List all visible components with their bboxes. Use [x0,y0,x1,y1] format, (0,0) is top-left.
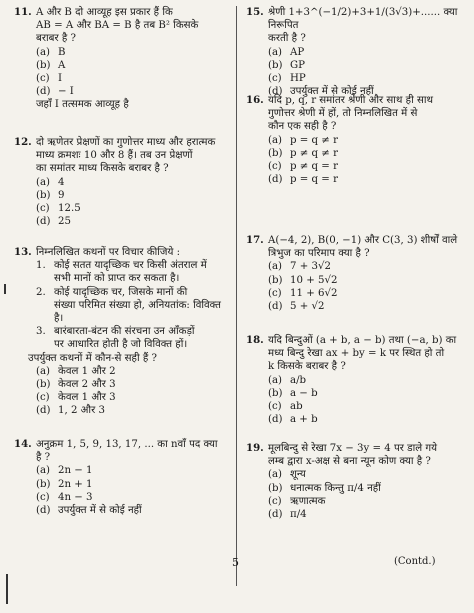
option-label: (c) [268,401,282,413]
option-text: केवल 1 और 2 [58,365,116,377]
option[interactable] [36,478,228,491]
option[interactable] [36,504,228,517]
option[interactable] [36,59,228,72]
option[interactable] [36,46,228,59]
option-text: उपर्युक्त में से कोई नहीं [290,86,374,98]
option-text: p ≠ q ≠ r [290,147,338,159]
option[interactable] [36,202,228,215]
option-text: GP [290,59,305,71]
question-note: जहाँ I तत्समक आव्यूह है [36,99,129,111]
option[interactable] [268,72,462,85]
column-divider [236,6,237,586]
option-label: (c) [36,392,50,404]
option-text: − I [58,86,74,98]
option[interactable] [36,72,228,85]
option-label: (c) [36,73,50,85]
option-label: (a) [36,46,51,58]
option-label: (c) [268,287,282,299]
question-head [14,136,228,176]
page-number: 5 [232,556,239,569]
question-17 [246,234,462,313]
option-text: 4n − 3 [58,491,93,503]
option-text: p ≠ q = r [290,161,338,173]
option-label: (c) [36,491,50,503]
option-label: (b) [36,478,51,490]
option-text: p = q = r [290,174,338,186]
option-label: (a) [36,465,51,477]
question-15 [246,6,462,98]
option-label: (c) [268,161,282,173]
option-label: (b) [268,482,283,494]
option[interactable] [36,391,228,404]
option-label: (d) [268,509,283,521]
question-number: 11. [14,6,32,18]
option-label: (b) [268,147,283,159]
option[interactable] [268,300,462,313]
question-text: यदि p, q, r समांतर श्रेणी और साथ ही साथ गुणोत्तर श्रेणी में हों, तो निम्नलिखित में से कौन एक सही है ? [268,95,434,133]
statement-text: कोई सतत यादृच्छिक चर किसी अंतराल में सभी मानों को प्राप्त कर सकता है। [54,260,207,285]
option-text: 7 + 3√2 [290,261,331,273]
option-text: केवल 2 और 3 [58,379,116,391]
option[interactable] [268,508,462,521]
option[interactable] [268,134,462,147]
option-text: a/b [290,374,307,386]
question-11 [14,6,228,112]
statement [36,325,228,351]
option-label: (a) [268,134,283,146]
question-head [14,6,228,46]
question-text: दो ऋणेतर प्रेक्षणों का गुणोत्तर माध्य और हरात्मक माध्य क्रमशः 10 और 8 हैं। तब उन प्रेक्षणों का समांतर माध्य किसके बराबर है ? [36,137,216,175]
option-label: (b) [36,189,51,201]
option[interactable] [36,215,228,228]
option-text: A [58,59,66,71]
option[interactable] [36,491,228,504]
option[interactable] [268,147,462,160]
option-text: धनात्मक किन्तु π/4 नहीं [290,482,381,494]
option-label: (a) [36,365,51,377]
option[interactable] [36,85,228,98]
option-label: (d) [268,174,283,186]
option-text: I [58,73,63,85]
question-13 [14,246,228,418]
option-text: HP [290,73,306,85]
option[interactable] [268,482,462,495]
question-12 [14,136,228,228]
question-text: श्रेणी 1+3^(−1/2)+3+1/(3√3)+...... क्या निरूपित करती है ? [268,7,458,45]
question-number: 18. [246,334,264,346]
option-label: (d) [268,86,283,98]
option-text: 4 [58,176,65,188]
option-label: (a) [268,374,283,386]
option-label: (d) [36,505,51,517]
question-number: 16. [246,94,264,106]
option-text: B [58,46,66,58]
option-label: (b) [36,59,51,71]
question-number: 17. [246,234,264,246]
option-text: 12.5 [58,203,81,215]
question-head [246,94,462,134]
option-label: (a) [268,469,283,481]
option-text: शून्य [290,469,306,481]
option-label: (b) [268,387,283,399]
option-text: a + b [290,414,318,426]
statement-label: 2. [36,286,46,298]
question-head [246,442,462,468]
option-label: (c) [268,73,282,85]
option-label: (d) [268,301,283,313]
question-number: 13. [14,246,32,258]
statement-label: 3. [36,326,46,338]
option-text: 2n − 1 [58,465,93,477]
option[interactable] [268,468,462,481]
option-text: 10 + 5√2 [290,274,338,286]
option[interactable] [268,274,462,287]
option-label: (b) [36,379,51,391]
question-text: A(−4, 2), B(0, −1) और C(3, 3) शीर्षों वाले त्रिभुज का परिमाप क्या है ? [268,235,458,260]
question-text: यदि बिन्दुओं (a + b, a − b) तथा (−a, b) का मध्य बिन्दु रेखा ax + by = k पर स्थित हो तो k किसके बराबर है ? [268,335,457,373]
scan-mark [4,284,6,294]
option[interactable] [268,374,462,387]
option-text: 1, 2 और 3 [58,405,105,417]
option[interactable] [36,189,228,202]
option-label: (d) [36,216,51,228]
question-16 [246,94,462,186]
option-text: 25 [58,216,71,228]
question-number: 15. [246,6,264,18]
option-label: (d) [268,414,283,426]
option[interactable] [268,413,462,426]
statement [36,286,228,326]
statement-text: कोई यादृच्छिक चर, जिसके मानों की संख्या परिमित संख्या हो, अनियतांक: विविक्त है। [54,286,221,325]
option-text: 9 [58,189,65,201]
option[interactable] [268,400,462,413]
contd-label: (Contd.) [394,556,436,567]
option-label: (c) [268,495,282,507]
statement-label: 1. [36,260,46,272]
question-text: A और B दो आव्यूह इस प्रकार हैं कि AB = A और BA = B है तब B² किसके बराबर है ? [36,7,199,45]
question-19 [246,442,462,521]
option[interactable] [268,173,462,186]
option[interactable] [268,287,462,300]
question-number: 19. [246,442,264,454]
question-head [14,438,228,464]
statement [36,259,228,285]
option[interactable] [36,365,228,378]
scan-mark [6,574,8,604]
question-number: 14. [14,438,32,450]
option[interactable] [268,260,462,273]
option[interactable] [268,160,462,173]
question-head [14,246,228,259]
option[interactable] [36,378,228,391]
option-label: (d) [36,405,51,417]
option[interactable] [268,495,462,508]
question-number: 12. [14,136,32,148]
option-text: उपर्युक्त में से कोई नहीं [58,505,142,517]
option-text: 5 + √2 [290,301,325,313]
option-text: ऋणात्मक [290,495,326,507]
option[interactable] [36,404,228,417]
option-text: a − b [290,387,318,399]
option-text: ab [290,401,303,413]
question-head [246,6,462,46]
option-label: (c) [36,203,50,215]
option[interactable] [268,59,462,72]
question-14 [14,438,228,517]
option-text: केवल 1 और 3 [58,392,116,404]
statement-text: बारंबारता-बंटन की संरचना उन आँकड़ों पर आधारित होती है जो विविक्त हों। [54,326,195,351]
question-text: मूलबिन्दु से रेखा 7x − 3y = 4 पर डाले गये लम्ब द्वारा x-अक्ष से बना न्यून कोण क्या है ? [268,443,438,468]
option-label: (b) [268,59,283,71]
option-label: (d) [36,86,51,98]
option[interactable] [268,387,462,400]
question-head [246,234,462,260]
option-text: AP [290,46,305,58]
question-prompt: उपर्युक्त कथनों में कौन-से सही हैं ? [28,352,157,364]
option-label: (b) [268,274,283,286]
option-text: 2n + 1 [58,478,93,490]
option-label: (a) [268,46,283,58]
question-text: निम्नलिखित कथनों पर विचार कीजिये : [36,247,181,258]
question-head [246,334,462,374]
option-label: (a) [268,261,283,273]
option-label: (a) [36,176,51,188]
question-18 [246,334,462,426]
question-text: अनुक्रम 1, 5, 9, 13, 17, ... का nवाँ पद क्या है ? [36,439,218,464]
option-text: π/4 [290,509,307,521]
option[interactable] [36,464,228,477]
option-text: p = q ≠ r [290,134,338,146]
option[interactable] [36,176,228,189]
option-text: 11 + 6√2 [290,287,338,299]
option[interactable] [268,46,462,59]
